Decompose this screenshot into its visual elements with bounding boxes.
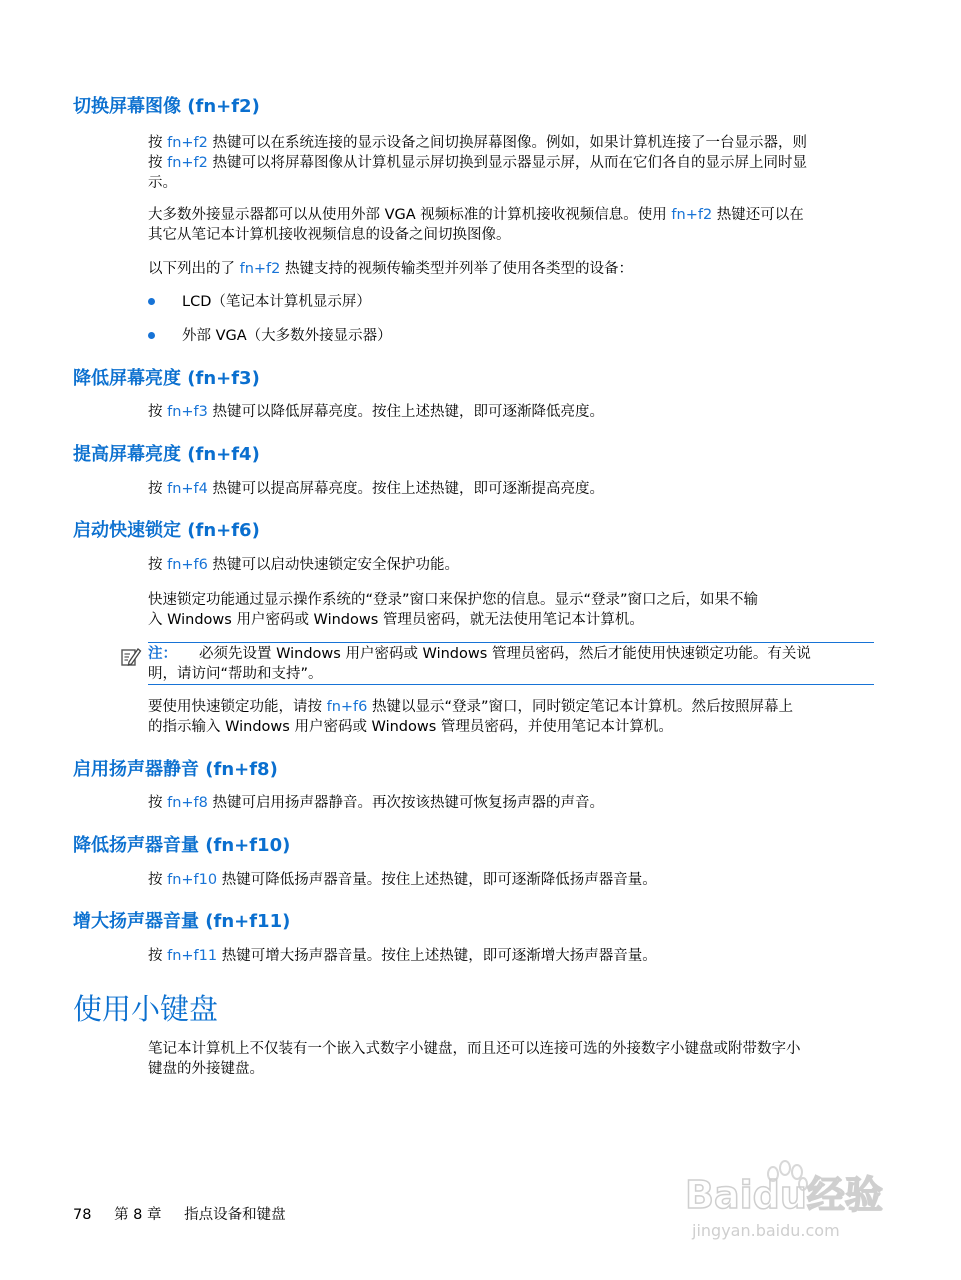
paragraph-f6-description: 快速锁定功能通过显示操作系统的“登录”窗口来保护您的信息。显示“登录”窗口之后，如果不输 入 Windows 用户密码或 Windows 管理员密码，就无法使用笔记本计算机。 <box>148 592 759 628</box>
hotkey-fn-f6: fn+f6 <box>326 699 368 715</box>
heading-using-keypad: 使用小键盘 <box>73 992 219 1026</box>
bullet-icon <box>148 298 155 305</box>
watermark-url: jingyan.baidu.com <box>692 1221 840 1240</box>
heading-decrease-brightness: 降低屏幕亮度 (fn+f3) <box>73 368 260 389</box>
paragraph-f2-intro: 按 fn+f2 热键可以在系统连接的显示设备之间切换屏幕图像。例如，如果计算机连接了一台显示器，则 按 fn+f2 热键可以将屏幕图像从计算机显示屏切换到显示器显示屏，从而在它们各自的显示屏上同时显 示。 <box>148 135 807 191</box>
note-label: 注： <box>148 646 177 662</box>
hotkey-fn-f3: fn+f3 <box>167 404 208 420</box>
heading-increase-brightness: 提高屏幕亮度 (fn+f4) <box>73 444 260 465</box>
chapter-title: 指点设备和键盘 <box>184 1207 286 1223</box>
paragraph-f2-vga: 大多数外接显示器都可以从使用外部 VGA 视频标准的计算机接收视频信息。使用 fn+f2 热键还可以在 其它从笔记本计算机接收视频信息的设备之间切换图像。 <box>148 207 804 243</box>
paragraph-f3: 按 fn+f3 热键可以降低屏幕亮度。按住上述热键，即可逐渐降低亮度。 <box>148 404 604 420</box>
hotkey-fn-f8: fn+f8 <box>167 795 208 811</box>
bullet-icon <box>148 332 155 339</box>
hotkey-fn-f2: fn+f2 <box>239 261 281 277</box>
watermark-brand: Baidu经验 <box>685 1173 883 1217</box>
paragraph-f10: 按 fn+f10 热键可降低扬声器音量。按住上述热键，即可逐渐降低扬声器音量。 <box>148 872 657 888</box>
paragraph-f6-intro: 按 fn+f6 热键可以启动快速锁定安全保护功能。 <box>148 557 459 573</box>
hotkey-fn-f2: fn+f2 <box>671 207 713 223</box>
heading-quicklock: 启动快速锁定 (fn+f6) <box>73 520 260 541</box>
paragraph-f8: 按 fn+f8 热键可启用扬声器静音。再次按该热键可恢复扬声器的声音。 <box>148 795 604 811</box>
paragraph-keypad: 笔记本计算机上不仅装有一个嵌入式数字小键盘，而且还可以连接可选的外接数字小键盘或附带数字小 键盘的外接键盘。 <box>148 1041 801 1077</box>
hotkey-fn-f11: fn+f11 <box>167 948 218 964</box>
heading-mute: 启用扬声器静音 (fn+f8) <box>73 759 278 780</box>
chapter-number: 第 8 章 <box>114 1207 162 1223</box>
paragraph-f11: 按 fn+f11 热键可增大扬声器音量。按住上述热键，即可逐渐增大扬声器音量。 <box>148 948 657 964</box>
hotkey-fn-f6: fn+f6 <box>167 557 208 573</box>
heading-switch-display: 切换屏幕图像 (fn+f2) <box>73 96 260 117</box>
page-footer <box>73 1203 304 1224</box>
page-number: 78 <box>73 1207 92 1223</box>
document-page: 切换屏幕图像 (fn+f2) 按 fn+f2 热键可以在系统连接的显示设备之间切换屏幕图像。例如，如果计算机连接了一台显示器，则 按 fn+f2 热键可以将屏幕图像从计算机显示屏切换到显示器显示屏，从而在它们各自的显示屏上同时显 示。 大多数外接显示器都可以从使用外部 VGA 视频标准的计算机接收视频信息。使用 fn+f2 热键还可以在 其它从笔记本计算机接收视频信息的设备之间切换图像。 以下列出的了 fn+f2 热键支持的视频传输类型并列举了使用各类型的设备： LCD（笔记本计算机显示屏） 外部 VGA（大多数外接显示器） 降低屏幕亮度 (fn+f3) 按 fn+f3 热键可以降低屏幕亮度。按住上述热键，即可逐渐降低亮度。 提高屏幕亮度 (fn+f4) 按 fn+f4 热键可以提高屏幕亮度。按住上述热键，即可逐渐提高亮度。 启动快速锁定 (fn+f6) 按 fn+f6 热键可以启动快速锁定安全保护功能。 快速锁定功能通过显示操作系统的“登录”窗口来保护您的信息。显示“登录”窗口之后，如果不输 入 Windows 用户密码或 Windows 管理员密码，就无法使用笔记本计算机。 注： 必须先设置 Windows 用户密码或 Windows 管理员密码，然后才能使用快速锁定功能。有关说 明，请访问“帮助和支持”。 要使用快速锁定功能，请按 fn+f6 热键以显示“登录”窗口，同时锁定笔记本计算机。然后按照屏幕上 的指示输入 Windows 用户密码或 Windows 管理员密码，并使用笔记本计算机。 启用扬声器静音 (fn+f8) 按 fn+f8 热键可启用扬声器静音。再次按该热键可恢复扬声器的声音。 降低扬声器音量 (fn+f10) 按 fn+f10 热键可降低扬声器音量。按住上述热键，即可逐渐降低扬声器音量。 增大扬声器音量 (fn+f11) 按 fn+f11 热键可增大扬声器音量。按住上述热键，即可逐渐增大扬声器音量。 使用小键盘 笔记本计算机上不仅装有一个嵌入式数字小键盘，而且还可以连接可选的外接数字小键盘或附带数字小 键盘的外接键盘。 78 第 8 章 指点设备和键盘 Baidu经验 jingyan.baidu.com <box>0 0 961 1280</box>
paragraph-f6-usage: 要使用快速锁定功能，请按 fn+f6 热键以显示“登录”窗口，同时锁定笔记本计算机。然后按照屏幕上 的指示输入 Windows 用户密码或 Windows 管理员密码，并使用笔记本计算机。 <box>148 699 794 735</box>
paragraph-f4: 按 fn+f4 热键可以提高屏幕亮度。按住上述热键，即可逐渐提高亮度。 <box>148 481 604 497</box>
heading-volume-down: 降低扬声器音量 (fn+f10) <box>73 835 291 856</box>
note-box: 注： 必须先设置 Windows 用户密码或 Windows 管理员密码，然后才能使用快速锁定功能。有关说 明，请访问“帮助和支持”。 <box>148 642 874 685</box>
heading-volume-up: 增大扬声器音量 (fn+f11) <box>73 911 291 932</box>
hotkey-fn-f4: fn+f4 <box>167 481 208 497</box>
paragraph-f2-list-intro: 以下列出的了 fn+f2 热键支持的视频传输类型并列举了使用各类型的设备： <box>148 261 633 277</box>
hotkey-fn-f2: fn+f2 <box>167 155 208 171</box>
hotkey-fn-f2: fn+f2 <box>167 135 208 151</box>
baidu-watermark <box>680 1148 920 1248</box>
note-pencil-icon <box>120 646 142 668</box>
hotkey-fn-f10: fn+f10 <box>167 872 218 888</box>
